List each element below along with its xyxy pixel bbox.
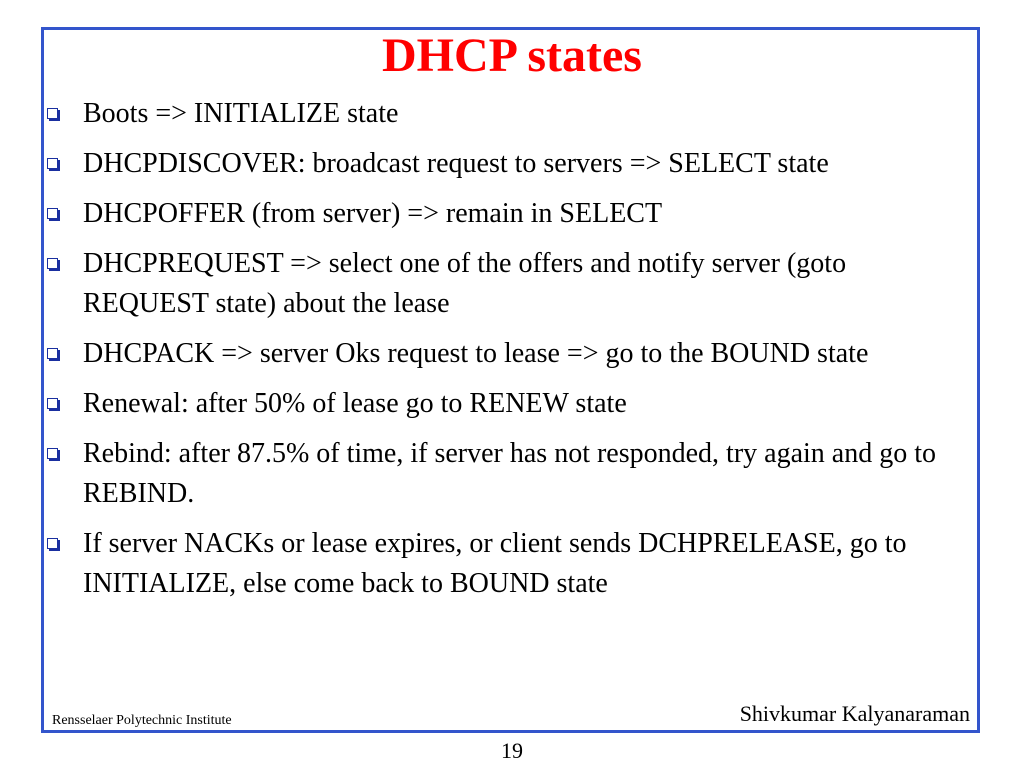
bullet-item [47,244,947,324]
bullet-list [47,94,947,614]
bullet-text: DHCPDISCOVER: broadcast request to servers => SELECT state [83,148,829,179]
square-bullet-icon [47,398,58,409]
square-bullet-icon [47,158,58,169]
bullet-item [47,334,947,374]
square-bullet-icon [47,448,58,459]
author-footer: Shivkumar Kalyanaraman [739,701,970,726]
bullet-item [47,384,947,424]
bullet-text: If server NACKs or lease expires, or client sends DCHPRELEASE, go to INITIALIZE, else come back to BOUND state [83,528,907,599]
bullet-item [47,434,947,514]
bullet-text: DHCPOFFER (from server) => remain in SELECT [83,198,663,229]
bullet-item [47,144,947,184]
slide-title: DHCP states [382,29,642,82]
page-number: 19 [501,738,523,763]
square-bullet-icon [47,538,58,549]
bullet-item [47,524,947,604]
bullet-item [47,194,947,234]
square-bullet-icon [47,108,58,119]
institution-footer: Rensselaer Polytechnic Institute [52,713,232,728]
square-bullet-icon [47,258,58,269]
square-bullet-icon [47,348,58,359]
bullet-text: DHCPACK => server Oks request to lease => go to the BOUND state [83,338,869,369]
bullet-text: Renewal: after 50% of lease go to RENEW state [83,388,627,419]
bullet-text: Boots => INITIALIZE state [83,98,399,129]
bullet-text: Rebind: after 87.5% of time, if server has not responded, try again and go to REBIND. [83,438,936,509]
bullet-text: DHCPREQUEST => select one of the offers and notify server (goto REQUEST state) about the lease [83,248,847,319]
square-bullet-icon [47,208,58,219]
bullet-item [47,94,947,134]
